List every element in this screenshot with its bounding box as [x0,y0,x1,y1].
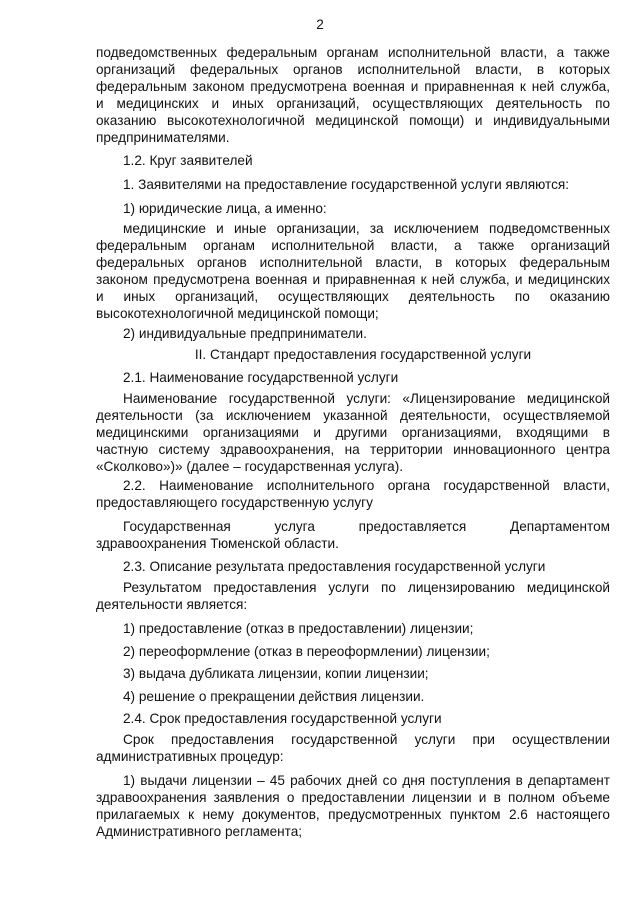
text-line: и медицинских и иных организаций, осуществляющих деятельность по [96,96,610,111]
text-line: предпринимателями. [96,130,230,145]
text-line: высокотехнологичной медицинской помощи; [96,306,379,321]
section-heading-2-3: 2.3. Описание результата предоставления государственной услуги [123,559,546,574]
text-line [96,518,610,535]
word: услуга [274,519,315,534]
text-line: подведомственных федеральным органам исполнительной власти, а также [96,45,610,60]
word: Государственная [123,519,231,534]
text-line: Результатом предоставления услуги по лицензированию медицинской [123,580,610,595]
text-line: федеральным законом предусмотрена военная и приравненная к ней служба, [96,79,610,94]
service-name-paragraph [96,390,610,475]
text-line: федеральных органов исполнительной власти, в которых федеральным [96,255,610,270]
text-line: Наименование государственной услуги: «Лицензирование медицинской [123,391,610,406]
text-line: 2.2. Наименование исполнительного органа государственной власти, [123,478,610,493]
applicants-clause: 1. Заявителями на предоставление государственной услуги являются: [123,177,570,192]
applicants-item-1: 1) юридические лица, а именно: [123,201,327,216]
result-paragraph [96,579,610,613]
text-line: Административного регламента; [96,824,303,839]
medical-organizations-paragraph [96,220,610,322]
text-line: «Сколково»)» (далее – государственная услуга). [96,459,404,474]
page-number: 2 [316,17,324,32]
section-heading-2-2 [96,477,610,511]
text-line: и иных организаций, осуществляющих деятельность по оказанию [96,289,610,304]
text-line: оказанию высокотехнологичной медицинской помощи) и индивидуальными [96,113,610,128]
department-paragraph [96,518,610,552]
word: Департаментом [510,519,610,534]
text-line: медицинскими организациями и другими организациями, входящими в [96,425,610,440]
text-line: прилагаемых к нему документов, предусмотренных пунктом 2.6 настоящего [96,807,610,822]
result-item-1: 1) предоставление (отказ в предоставлении) лицензии; [123,621,474,636]
section-heading-2-1: 2.1. Наименование государственной услуги [123,370,399,385]
text-line: частную систему здравоохранения, на территории инновационного центра [96,442,610,457]
term-item-1 [96,772,610,840]
section-heading-1-2: 1.2. Круг заявителей [123,153,253,168]
text-line: здравоохранения Тюменской области. [96,536,339,551]
text-line: предоставляющего государственную услугу [96,495,373,510]
text-line: здравоохранения заявления о предоставлении лицензии и в полном объеме [96,790,610,805]
applicants-item-2: 2) индивидуальные предприниматели. [123,326,367,341]
result-item-3: 3) выдача дубликата лицензии, копии лицензии; [123,666,429,681]
text-line: федеральным органам исполнительной власти, а также организаций [96,238,610,253]
result-item-2: 2) переоформление (отказ в переоформлении) лицензии; [123,644,490,659]
text-line: 1) выдачи лицензии – 45 рабочих дней со дня поступления в департамент [123,773,610,788]
section-heading-2: II. Стандарт предоставления государственной услуги [194,347,532,362]
text-line: законом предусмотрена военная и приравненная к ней служба, и медицинских [96,272,610,287]
text-line: деятельности (за исключением указанной деятельности, осуществляемой [96,408,610,423]
text-line: административных процедур: [96,749,284,764]
section-heading-2-4: 2.4. Срок предоставления государственной услуги [123,711,442,726]
term-paragraph [96,731,610,765]
result-item-4: 4) решение о прекращении действия лицензии. [123,689,425,704]
text-line: деятельности является: [96,597,248,612]
word: предоставляется [358,519,467,534]
text-line: организаций федеральных органов исполнительной власти, в которых [96,62,610,77]
paragraph-continuation [96,44,610,146]
text-line: Срок предоставления государственной услуги при осуществлении [123,732,610,747]
text-line: медицинские и иные организации, за исключением подведомственных [123,221,610,236]
